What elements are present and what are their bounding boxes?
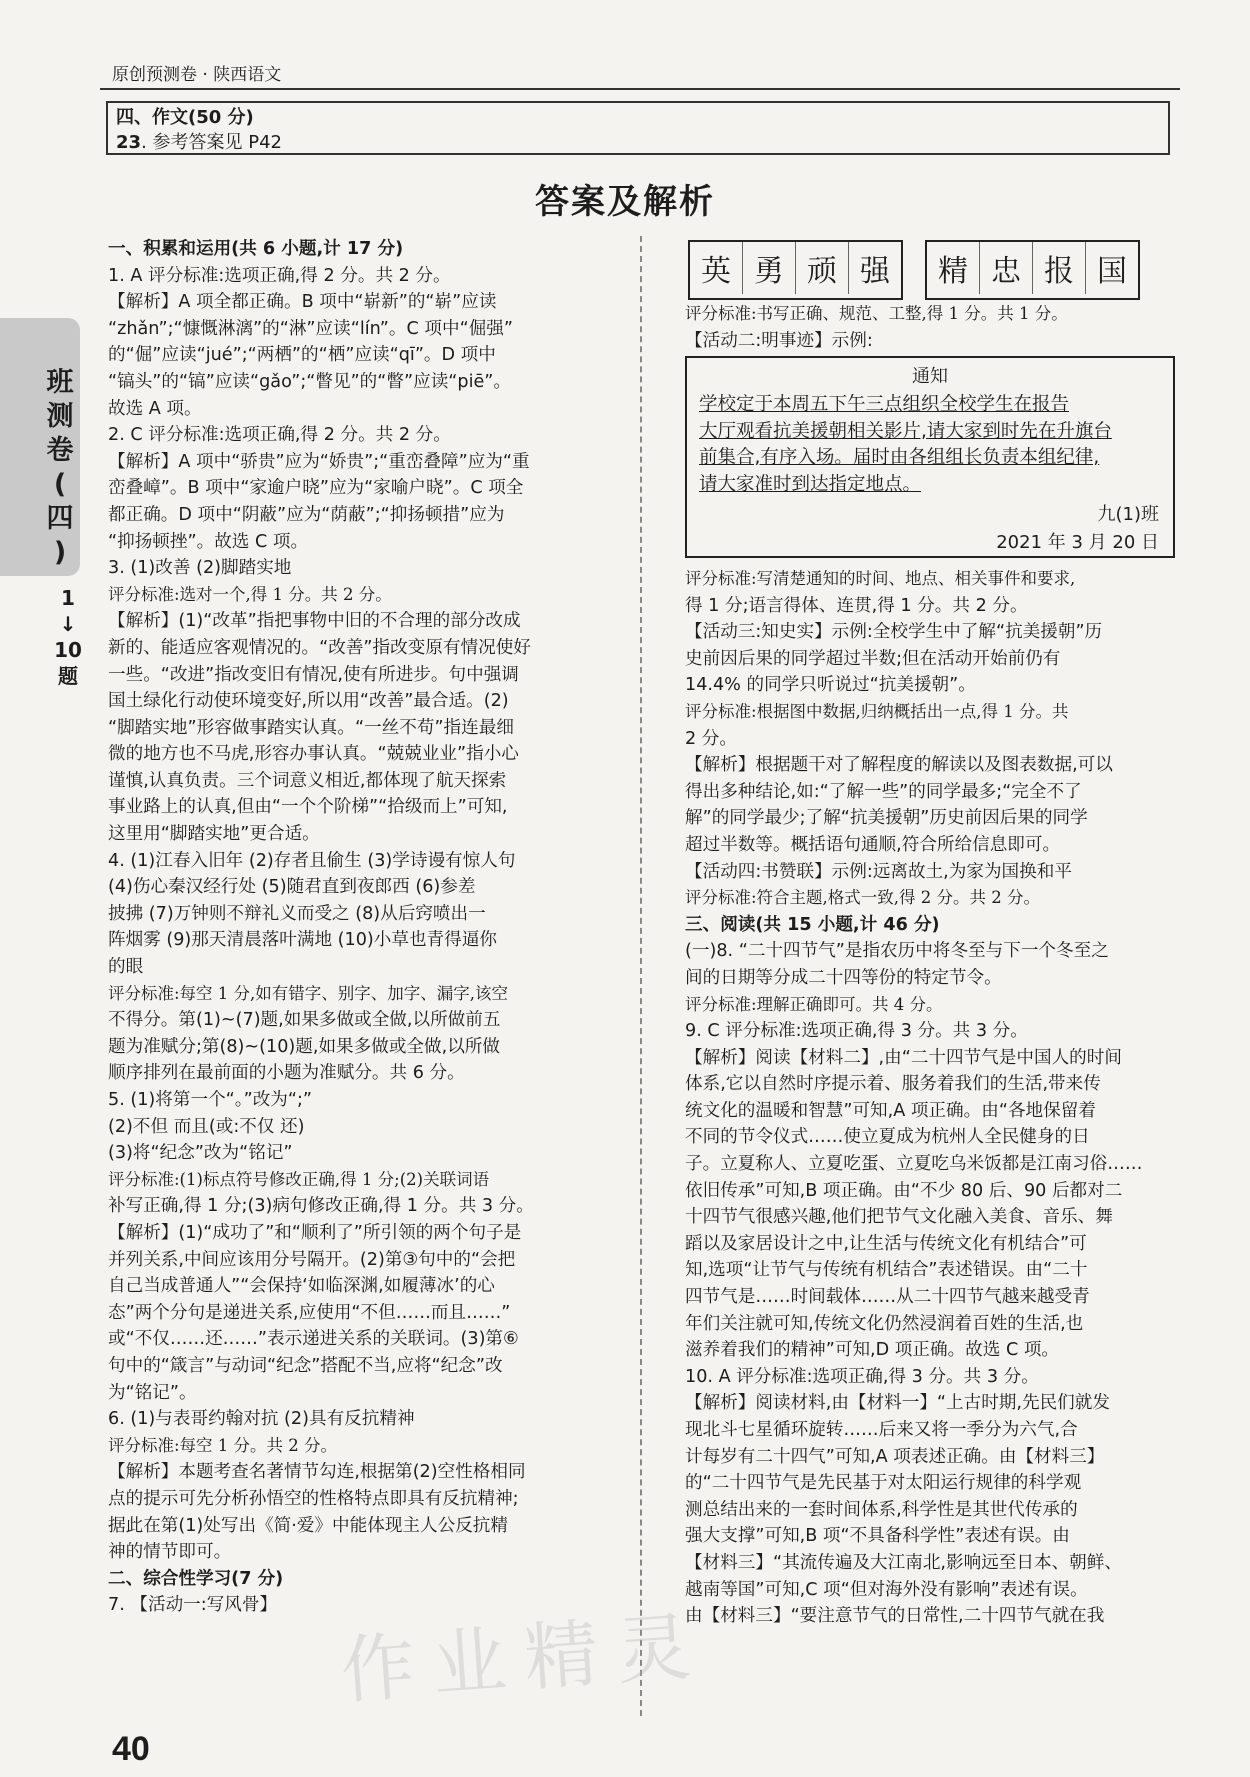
notice-line: 学校定于本周五下午三点组织全校学生在报告 xyxy=(699,394,1070,415)
range-end: 10 xyxy=(54,638,82,662)
text-line: 解”的同学最少;了解“抗美援朝”历史前因后果的同学 xyxy=(685,808,1088,829)
text-line: 并列关系,中间应该用分号隔开。(2)第③句中的“会把 xyxy=(108,1249,516,1270)
text-line: 10. A 评分标准:选项正确,得 3 分。共 3 分。 xyxy=(685,1366,1039,1387)
text-line: 2 分。 xyxy=(685,728,737,749)
text-line: 评分标准:选对一个,得 1 分。共 2 分。 xyxy=(108,584,392,604)
text-line: 评分标准:符合主题,格式一致,得 2 分。共 2 分。 xyxy=(685,888,1041,908)
text-line: 评分标准:(1)标点符号修改正确,得 1 分;(2)关联词语 xyxy=(108,1169,490,1189)
text-line: 的眼 xyxy=(108,957,144,978)
text-line: 评分标准:理解正确即可。共 4 分。 xyxy=(685,994,943,1014)
text-line: 【解析】A 项中“骄贵”应为“娇贵”;“重峦叠障”应为“重 xyxy=(108,451,530,472)
text-line: 测总结出来的一套时间体系,科学性是其世代传承的 xyxy=(685,1499,1078,1520)
watermark: 作业精灵 xyxy=(337,1603,711,1715)
side-tab-char: 班 xyxy=(46,367,74,398)
notice-line: 前集合,有序入场。届时由各组组长负责本组纪律, xyxy=(699,447,1100,468)
text-line: 得出多种结论,如:“了解一些”的同学最多;“完全不了 xyxy=(685,781,1082,802)
text-line: 顺序排列在最前面的小题为准赋分。共 6 分。 xyxy=(108,1063,465,1084)
essay-answer-line xyxy=(116,130,1160,155)
text-line: 蹈以及家居设计之中,让生活与传统文化有机结合”可 xyxy=(685,1233,1087,1254)
range-start: 1 xyxy=(61,586,75,610)
right-column xyxy=(685,566,1185,1630)
book-header: 原创预测卷 · 陕西语文 xyxy=(112,65,282,85)
side-tab-char: 四 xyxy=(46,503,74,534)
text-line: 不同的节令仪式……使立夏成为杭州人全民健身的日 xyxy=(685,1127,1090,1148)
text-line: 这里用“脚踏实地”更合适。 xyxy=(108,824,320,845)
text-line: 【解析】(1)“成功了”和“顺利了”所引领的两个句子是 xyxy=(108,1222,522,1243)
text-line: 阵烟雾 (9)那天清晨落叶满地 (10)小草也青得逼你 xyxy=(108,930,497,951)
text-line: 一、积累和运用(共 6 小题,计 17 分) xyxy=(108,239,404,259)
text-line: “zhǎn”;“慷慨淋漓”的“淋”应读“lín”。C 项中“倔强” xyxy=(108,318,513,339)
text-line: “脚踏实地”形容做事踏实认真。“一丝不苟”指连最细 xyxy=(108,717,514,738)
text-line: 滋养着我们的精神”可知,D 项正确。故选 C 项。 xyxy=(685,1340,1060,1361)
text-line: 国土绿化行动使环境变好,所以用“改善”最合适。(2) xyxy=(108,691,509,712)
notice-title: 通知 xyxy=(912,366,948,387)
text-line: 峦叠嶂”。B 项中“家逾户晓”应为“家喻户晓”。C 项全 xyxy=(108,478,524,499)
text-line: 强大支撑”可知,B 项“不具备科学性”表述有误。由 xyxy=(685,1526,1070,1547)
text-line: 神的情节即可。 xyxy=(108,1542,232,1563)
question-number: 23 xyxy=(116,132,142,153)
text-line: 故选 A 项。 xyxy=(108,398,202,419)
text-line: 三、阅读(共 15 小题,计 46 分) xyxy=(685,914,940,935)
text-line: 补写正确,得 1 分;(3)病句修改正确,得 1 分。共 3 分。 xyxy=(108,1196,534,1217)
text-line: 5. (1)将第一个“。”改为“;” xyxy=(108,1090,313,1110)
text-line: 都正确。D 项中“阴蔽”应为“荫蔽”;“抑扬顿措”应为 xyxy=(108,504,505,525)
text-line: (一)8. “二十四节气”是指农历中将冬至与下一个冬至之 xyxy=(685,941,1109,962)
notice-date: 2021 年 3 月 20 日 xyxy=(996,532,1159,553)
essay-answer-box xyxy=(106,101,1170,155)
text-line: 题为准赋分;第(8)~(10)题,如果多做或全做,以所做 xyxy=(108,1036,500,1057)
right-top-lines xyxy=(685,301,1185,354)
notice-line: 大厅观看抗美援朝相关影片,请大家到时先在升旗台 xyxy=(699,420,1112,442)
text-line: 不得分。第(1)~(7)题,如果多做或全做,以所做前五 xyxy=(108,1010,501,1031)
text-line: 态”两个分句是递进关系,应使用“不但……而且……” xyxy=(108,1302,511,1323)
calligraphy-char: 勇 xyxy=(743,242,796,294)
text-line: 【解析】阅读材料,由【材料一】“上古时期,先民们就发 xyxy=(685,1393,1110,1414)
text-line: 得 1 分;语言得体、连贯,得 1 分。共 2 分。 xyxy=(685,595,1028,616)
left-column xyxy=(108,236,628,1619)
page-title: 答案及解析 xyxy=(535,182,715,222)
sample-notice xyxy=(685,356,1175,558)
text-line: 句中的“箴言”与动词“纪念”搭配不当,应将“纪念”改 xyxy=(108,1355,503,1376)
text-line: 评分标准:根据图中数据,归纳概括出一点,得 1 分。共 xyxy=(685,701,1069,721)
text-line: 子。立夏称人、立夏吃蛋、立夏吃乌米饭都是江南习俗…… xyxy=(685,1154,1143,1175)
side-tab-char: 卷 xyxy=(46,435,74,466)
column-divider xyxy=(640,236,642,1716)
calligraphy-char: 强 xyxy=(860,254,890,289)
text-line: 年们关注就可知,传统文化仍然浸润着百姓的生活,也 xyxy=(685,1313,1084,1334)
text-line: 为“铭记”。 xyxy=(108,1382,197,1403)
text-line: 【活动二:明事迹】示例: xyxy=(685,330,873,351)
side-tab-char: 测 xyxy=(46,401,74,432)
range-unit: 题 xyxy=(58,664,78,688)
text-line: 超过半数等。概括语句通顺,符合所给信息即可。 xyxy=(685,834,1061,855)
essay-answer-ref: . 参考答案见 P42 xyxy=(141,132,282,153)
text-line: “抑扬顿挫”。故选 C 项。 xyxy=(108,531,309,552)
calligraphy-char: 国 xyxy=(1097,254,1127,289)
text-line: 14.4% 的同学只听说过“抗美援朝”。 xyxy=(685,675,976,696)
notice-body xyxy=(699,392,1167,498)
text-line: 依旧传承”可知,B 项正确。由“不少 80 后、90 后都对二 xyxy=(685,1180,1123,1201)
text-line: 新的、能适应客观情况的。“改善”指改变原有情况使好 xyxy=(108,637,531,658)
side-tab-label xyxy=(42,366,78,570)
text-line: 的“倔”应读“jué”;“两栖”的“栖”应读“qī”。D 项中 xyxy=(108,345,496,366)
text-line: “镐头”的“镐”应读“gǎo”;“瞥见”的“瞥”应读“piē”。 xyxy=(108,371,511,392)
text-line: 4. (1)江春入旧年 (2)存者且偷生 (3)学诗谩有惊人句 xyxy=(108,850,516,871)
text-line: 计每岁有二十四气”可知,A 项表述正确。由【材料三】 xyxy=(685,1446,1105,1467)
calligraphy-box-2 xyxy=(925,240,1140,300)
text-line: 点的提示可先分析孙悟空的性格特点即具有反抗精神; xyxy=(108,1488,519,1509)
text-line: 评分标准:每空 1 分,如有错字、别字、加字、漏字,该空 xyxy=(108,983,509,1003)
text-line: 二、综合性学习(7 分) xyxy=(108,1568,284,1589)
text-line: 评分标准:每空 1 分。共 2 分。 xyxy=(108,1435,338,1455)
text-line: (4)伤心秦汉经行处 (5)随君直到夜郎西 (6)参差 xyxy=(108,877,476,898)
text-line: 或“不仅……还……”表示递进关系的关联词。(3)第⑥ xyxy=(108,1329,519,1350)
text-line: 【解析】本题考查名著情节勾连,根据第(2)空性格相同 xyxy=(108,1462,526,1483)
page-number: 40 xyxy=(112,1730,150,1768)
text-line: 知,选项“让节气与传统有机结合”表述错误。由“二十 xyxy=(685,1260,1088,1281)
text-line: 的“二十四节气是先民基于对太阳运行规律的科学观 xyxy=(685,1473,1082,1494)
text-line: 自己当成普通人”“会保持‘如临深渊,如履薄冰’的心 xyxy=(108,1276,495,1297)
text-line: 十四节气很感兴趣,他们把节气文化融入美食、音乐、舞 xyxy=(685,1207,1113,1228)
range-arrow: ↓ xyxy=(59,612,77,636)
text-line: 评分标准:书写正确、规范、工整,得 1 分。共 1 分。 xyxy=(685,304,1068,323)
essay-section-heading: 四、作文(50 分) xyxy=(116,107,254,128)
notice-line: 请大家准时到达指定地点。 xyxy=(699,473,922,495)
text-line: 评分标准:写清楚通知的时间、地点、相关事件和要求, xyxy=(685,569,1076,588)
text-line: 9. C 评分标准:选项正确,得 3 分。共 3 分。 xyxy=(685,1021,1028,1042)
text-line: 史前因后果的同学超过半数;但在活动开始前仍有 xyxy=(685,648,1061,669)
text-line: 由【材料三】“要注意节气的日常性,二十四节气就在我 xyxy=(685,1606,1105,1627)
text-line: 间的日期等分成二十四等份的特定节令。 xyxy=(685,967,1002,988)
text-line: 2. C 评分标准:选项正确,得 2 分。共 2 分。 xyxy=(108,425,451,446)
text-line: 事业路上的认真,但由“一个个阶梯”“拾级而上”可知, xyxy=(108,797,508,818)
text-line: 据此在第(1)处写出《简·爱》中能体现主人公反抗精 xyxy=(108,1515,508,1536)
text-line: 越南等国”可知,C 项“但对海外没有影响”表述有误。 xyxy=(685,1579,1088,1600)
calligraphy-char: 精 xyxy=(927,242,980,294)
side-tab-char: ) xyxy=(53,537,67,568)
notice-signer: 九(1)班 xyxy=(1097,504,1159,525)
text-line: (3)将“纪念”改为“铭记” xyxy=(108,1143,293,1164)
calligraphy-box-1 xyxy=(688,240,903,300)
text-line: 7. 【活动一:写风骨】 xyxy=(108,1595,278,1616)
text-line: 体系,它以自然时序提示着、服务着我们的生活,带来传 xyxy=(685,1074,1101,1095)
text-line: 3. (1)改善 (2)脚踏实地 xyxy=(108,558,292,579)
calligraphy-char: 顽 xyxy=(796,242,849,294)
calligraphy-char: 英 xyxy=(690,242,743,294)
side-tab-char: ( xyxy=(53,469,67,500)
text-line: 一些。“改进”指改变旧有情况,使有所进步。句中强调 xyxy=(108,664,519,685)
text-line: 【活动四:书赞联】示例:远离故土,为家为国换和平 xyxy=(685,861,1072,882)
calligraphy-char: 忠 xyxy=(980,242,1033,294)
text-line: 【解析】A 项全都正确。B 项中“崭新”的“崭”应读 xyxy=(108,292,497,313)
text-line: 谨慎,认真负责。三个词意义相近,都体现了航天探索 xyxy=(108,770,507,791)
header-rule xyxy=(100,88,1180,90)
text-line: 四节气是……时间载体……从二十四节气越来越受青 xyxy=(685,1287,1090,1308)
side-tab-range xyxy=(52,585,84,689)
text-line: 【活动三:知史实】示例:全校学生中了解“抗美援朝”历 xyxy=(685,622,1103,643)
text-line: 【解析】(1)“改革”指把事物中旧的不合理的部分改成 xyxy=(108,611,521,632)
text-line: (2)不但 而且(或:不仅 还) xyxy=(108,1116,305,1137)
text-line: 微的地方也不马虎,形容办事认真。“兢兢业业”指小心 xyxy=(108,744,519,765)
text-line: 统文化的温暖和智慧”可知,A 项正确。由“各地保留着 xyxy=(685,1100,1096,1121)
text-line: 1. A 评分标准:选项正确,得 2 分。共 2 分。 xyxy=(108,265,451,286)
text-line: 披拂 (7)万钟则不辩礼义而受之 (8)从后窍喷出一 xyxy=(108,903,486,924)
text-line: 6. (1)与表哥约翰对抗 (2)具有反抗精神 xyxy=(108,1409,415,1430)
text-line: 【解析】阅读【材料二】,由“二十四节气是中国人的时间 xyxy=(685,1047,1122,1068)
calligraphy-char: 报 xyxy=(1033,242,1086,294)
text-line: 现北斗七星循环旋转……后来又将一季分为六气,合 xyxy=(685,1420,1078,1440)
text-line: 【材料三】“其流传遍及大江南北,影响远至日本、朝鲜、 xyxy=(685,1552,1122,1573)
text-line: 【解析】根据题干对了解程度的解读以及图表数据,可以 xyxy=(685,755,1113,776)
